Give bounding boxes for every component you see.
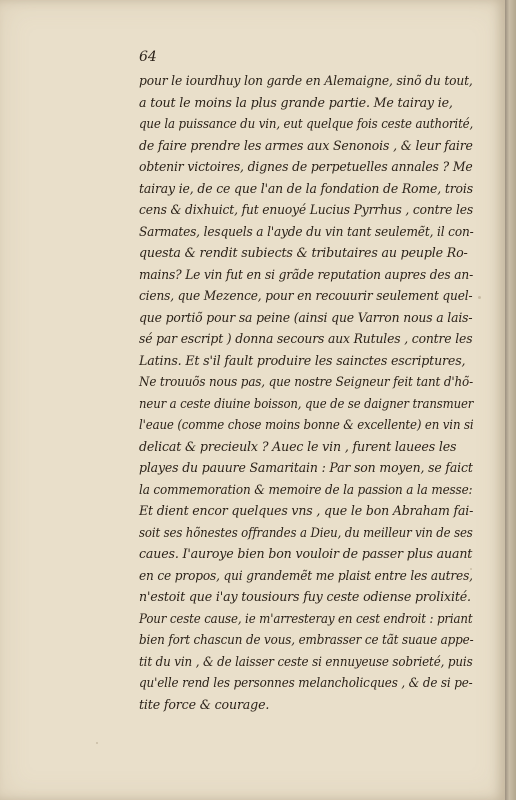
text-line: de faire prendre les armes aux Senonois , & leur faire — [139, 137, 473, 153]
page-number: 64 — [139, 49, 157, 65]
text-block — [139, 70, 473, 715]
text-line: soit ses hõnestes offrandes a Dieu, du meilleur vin de ses — [139, 524, 473, 540]
text-line: tite force & courage. — [139, 696, 270, 712]
text-line: que portiõ pour sa peine (ainsi que Varron nous a lais- — [139, 309, 473, 325]
text-line: bien fort chascun de vous, embrasser ce tãt suaue appe- — [139, 632, 474, 647]
paper-speck — [470, 568, 472, 570]
text-line: obtenir victoires, dignes de perpetuelles annales ? Me — [139, 159, 473, 174]
text-line: pour le iourdhuy lon garde en Alemaigne, sinõ du tout, — [139, 73, 473, 88]
text-line: en ce propos, qui grandemẽt me plaist entre les autres, — [139, 567, 473, 583]
text-line: tit du vin , & de laisser ceste si ennuyeuse sobrieté, puis — [139, 653, 473, 669]
next-page-edge — [505, 0, 516, 800]
text-line: Et dient encor quelques vns , que le bon Abraham fai- — [139, 503, 474, 518]
text-line: cens & dixhuict, fut enuoyé Lucius Pyrrhus , contre les — [139, 202, 474, 217]
text-line: questa & rendit subiects & tributaires au peuple Ro- — [139, 245, 468, 260]
text-line: Sarmates, lesquels a l'ayde du vin tant seulemẽt, il con- — [139, 223, 474, 239]
text-line: sé par escript ) donna secours aux Rutules , contre les — [139, 331, 473, 346]
text-line: playes du pauure Samaritain : Par son moyen, se faict — [139, 460, 473, 475]
text-line: qu'elle rend les personnes melancholicques , & de si pe- — [139, 675, 473, 690]
text-line: Pour ceste cause, ie m'arresteray en cest endroit : priant — [139, 610, 473, 626]
text-line: tairay ie, de ce que l'an de la fondation de Rome, trois — [139, 180, 473, 196]
text-line: que la puissance du vin, eut quelque fois ceste authorité, — [139, 116, 474, 131]
paper-speck — [96, 742, 98, 744]
text-line: caues. I'auroye bien bon vouloir de passer plus auant — [139, 546, 473, 561]
text-line: l'eaue (comme chose moins bonne & excellente) en vin si — [139, 417, 474, 432]
paper-speck — [478, 296, 481, 299]
text-line: neur a ceste diuine boisson, que de se daigner transmuer — [139, 395, 474, 411]
text-line: ciens, que Mezence, pour en recouurir seulement quel- — [139, 288, 473, 303]
text-line: mains? Le vin fut en si grãde reputation aupres des an- — [139, 266, 474, 282]
text-line: delicat & precieulx ? Auec le vin , furent lauees les — [139, 438, 457, 454]
text-line: n'estoit que i'ay tousiours fuy ceste odiense prolixité. — [139, 589, 471, 604]
text-line: Latins. Et s'il fault produire les sainctes escriptures, — [139, 352, 466, 368]
text-line: Ne trouuõs nous pas, que nostre Seigneur feit tant d'hõ- — [139, 374, 473, 389]
text-line: a tout le moins la plus grande partie. Me tairay ie, — [139, 94, 453, 110]
text-line: la commemoration & memoire de la passion a la messe: — [139, 481, 473, 497]
